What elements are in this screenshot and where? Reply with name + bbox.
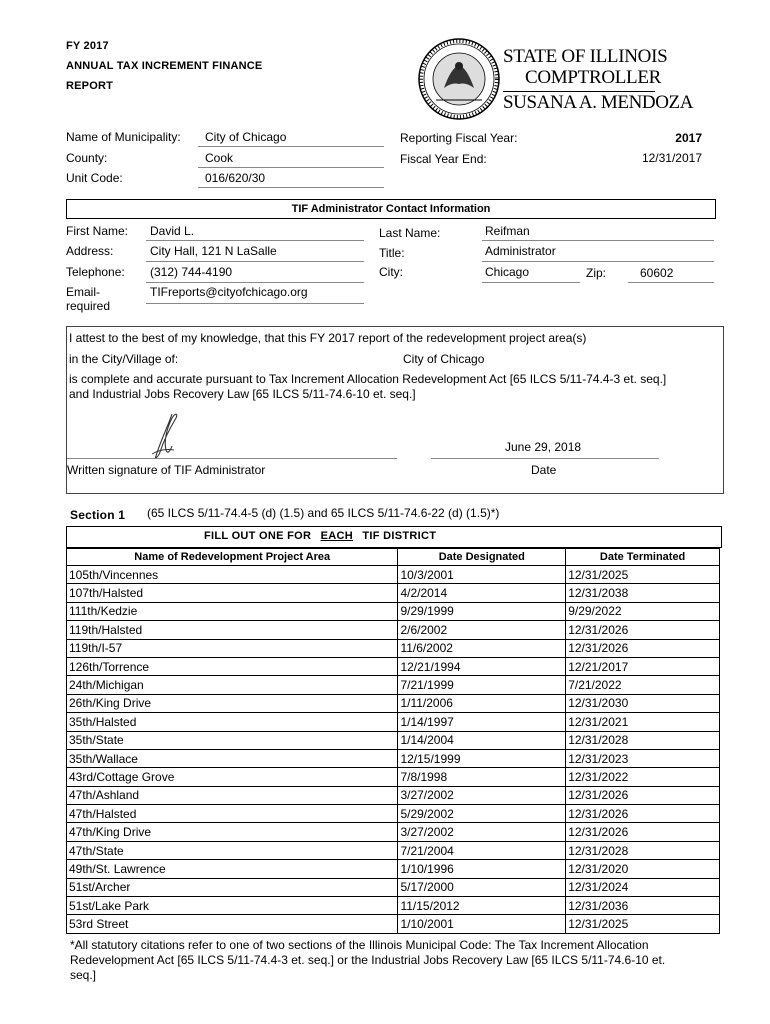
table-header-row: [67, 549, 720, 566]
cell-area-name: 107th/Halsted: [67, 584, 398, 602]
county-value: Cook: [205, 151, 234, 165]
county-label: County:: [66, 151, 108, 165]
table-row: [67, 639, 720, 657]
cell-area-name: 35th/Halsted: [67, 713, 398, 731]
fill-out-text-pre: FILL OUT ONE FOR: [204, 530, 312, 542]
section1-label: Section 1: [70, 508, 126, 522]
table-row: [67, 694, 720, 712]
cell-area-name: 47th/King Drive: [67, 823, 398, 841]
cell-date-designated: 1/10/1996: [398, 860, 566, 878]
cell-date-designated: 3/27/2002: [398, 786, 566, 804]
date-label: Date: [531, 463, 557, 477]
table-row: [67, 805, 720, 823]
cell-area-name: 126th/Torrence: [67, 657, 398, 675]
address-underline: [146, 261, 364, 262]
cell-date-terminated: 7/21/2022: [566, 676, 720, 694]
cell-date-terminated: 12/31/2025: [566, 915, 720, 933]
cell-area-name: 43rd/Cottage Grove: [67, 768, 398, 786]
email-label-line1: Email-: [66, 285, 101, 299]
cell-date-terminated: 12/31/2028: [566, 841, 720, 859]
address-label: Address:: [66, 244, 114, 258]
signature-label: Written signature of TIF Administrator: [67, 463, 266, 477]
fiscal-year-heading: FY 2017: [66, 40, 109, 52]
admin-section-title: TIF Administrator Contact Information: [291, 203, 491, 215]
report-title-line2: REPORT: [66, 80, 114, 92]
city-underline: [482, 282, 580, 283]
cell-date-designated: 2/6/2002: [398, 621, 566, 639]
state-seal-icon: [418, 38, 500, 120]
zip-label: Zip:: [586, 266, 607, 280]
table-row: [67, 841, 720, 859]
cell-area-name: 119th/Halsted: [67, 621, 398, 639]
attest-municipality: City of Chicago: [403, 352, 485, 366]
cell-date-terminated: 12/31/2026: [566, 639, 720, 657]
unit-code-underline: [198, 187, 384, 188]
unit-code-label: Unit Code:: [66, 171, 123, 185]
fill-out-banner: [66, 526, 722, 548]
cell-area-name: 26th/King Drive: [67, 694, 398, 712]
cell-area-name: 49th/St. Lawrence: [67, 860, 398, 878]
table-row: [67, 621, 720, 639]
fiscal-year-end-value: 12/31/2017: [641, 151, 702, 165]
cell-date-terminated: 12/31/2021: [566, 713, 720, 731]
attest-line2-label: in the City/Village of:: [69, 352, 179, 366]
cell-date-terminated: 12/31/2026: [566, 786, 720, 804]
table-row: [67, 823, 720, 841]
cell-date-designated: 7/21/2004: [398, 841, 566, 859]
cell-area-name: 119th/I-57: [67, 639, 398, 657]
cell-date-designated: 12/15/1999: [398, 749, 566, 767]
cell-area-name: 24th/Michigan: [67, 676, 398, 694]
cell-date-designated: 1/11/2006: [398, 694, 566, 712]
table-row: [67, 676, 720, 694]
fill-out-text-each: EACH: [320, 530, 353, 542]
report-title-line1: ANNUAL TAX INCREMENT FINANCE: [66, 60, 263, 72]
zip-value: 60602: [640, 266, 674, 280]
footnote-line2: Redevelopment Act [65 ILCS 5/11-74.4-3 et. seq.] or the Industrial Jobs Recovery Law [65 ILCS 5/11-74.6-10 et.: [70, 953, 666, 967]
cell-date-terminated: 12/31/2026: [566, 805, 720, 823]
handwritten-signature: [150, 412, 192, 460]
signature-line: [67, 458, 397, 459]
cell-date-terminated: 12/31/2026: [566, 823, 720, 841]
cell-date-designated: 3/27/2002: [398, 823, 566, 841]
attest-line1: I attest to the best of my knowledge, that this FY 2017 report of the redevelopment project area(s): [69, 331, 587, 345]
cell-date-designated: 7/8/1998: [398, 768, 566, 786]
cell-area-name: 51st/Archer: [67, 878, 398, 896]
date-line: [431, 458, 659, 459]
reporting-fiscal-year-label: Reporting Fiscal Year:: [400, 131, 518, 145]
table-row: [67, 878, 720, 896]
telephone-value: (312) 744-4190: [150, 265, 233, 279]
first-name-underline: [146, 240, 364, 241]
table-row: [67, 566, 720, 584]
cell-date-terminated: 12/31/2024: [566, 878, 720, 896]
table-row: [67, 786, 720, 804]
cell-date-terminated: 12/31/2023: [566, 749, 720, 767]
admin-section-header: [66, 199, 716, 219]
cell-area-name: 35th/State: [67, 731, 398, 749]
column-header-area-name: Name of Redevelopment Project Area: [67, 549, 398, 566]
cell-date-terminated: 12/31/2036: [566, 897, 720, 915]
telephone-label: Telephone:: [66, 265, 125, 279]
table-row: [67, 584, 720, 602]
footnote-line3: seq.]: [70, 968, 97, 982]
comptroller-name: SUSANA A. MENDOZA: [503, 92, 694, 113]
email-underline: [146, 303, 364, 304]
cell-date-terminated: 12/31/2026: [566, 621, 720, 639]
cell-area-name: 47th/State: [67, 841, 398, 859]
last-name-value: Reifman: [485, 224, 530, 238]
table-row: [67, 657, 720, 675]
fiscal-year-end-label: Fiscal Year End:: [400, 152, 487, 166]
cell-area-name: 47th/Halsted: [67, 805, 398, 823]
attestation-box: [66, 326, 724, 494]
county-underline: [198, 167, 384, 168]
title-label: Title:: [379, 246, 405, 260]
column-header-date-terminated: Date Terminated: [566, 549, 720, 566]
cell-date-terminated: 12/31/2028: [566, 731, 720, 749]
municipality-underline: [198, 146, 384, 147]
footnote-line1: *All statutory citations refer to one of two sections of the Illinois Municipal Code: The Tax Increment Allocation: [70, 938, 649, 952]
city-label: City:: [379, 265, 403, 279]
cell-date-terminated: 12/31/2030: [566, 694, 720, 712]
reporting-fiscal-year-value: 2017: [675, 131, 702, 145]
cell-date-designated: 1/14/1997: [398, 713, 566, 731]
table-row: [67, 749, 720, 767]
tif-district-table: [66, 548, 720, 934]
first-name-value: David L.: [150, 224, 195, 238]
cell-date-designated: 1/10/2001: [398, 915, 566, 933]
cell-date-designated: 12/21/1994: [398, 657, 566, 675]
cell-date-terminated: 12/31/2022: [566, 768, 720, 786]
email-value: TIFreports@cityofchicago.org: [150, 285, 308, 299]
table-row: [67, 860, 720, 878]
municipality-value: City of Chicago: [205, 130, 287, 144]
cell-date-designated: 5/29/2002: [398, 805, 566, 823]
address-value: City Hall, 121 N LaSalle: [150, 244, 277, 258]
cell-date-designated: 7/21/1999: [398, 676, 566, 694]
cell-area-name: 53rd Street: [67, 915, 398, 933]
agency-name-line1: STATE OF ILLINOIS: [503, 46, 668, 67]
cell-date-terminated: 12/21/2017: [566, 657, 720, 675]
cell-area-name: 111th/Kedzie: [67, 602, 398, 620]
cell-date-designated: 11/6/2002: [398, 639, 566, 657]
cell-date-designated: 11/15/2012: [398, 897, 566, 915]
column-header-date-designated: Date Designated: [398, 549, 566, 566]
cell-area-name: 35th/Wallace: [67, 749, 398, 767]
cell-date-designated: 4/2/2014: [398, 584, 566, 602]
city-value: Chicago: [485, 265, 530, 279]
last-name-underline: [482, 240, 714, 241]
cell-date-terminated: 12/31/2038: [566, 584, 720, 602]
section1-citation: (65 ILCS 5/11-74.4-5 (d) (1.5) and 65 ILCS 5/11-74.6-22 (d) (1.5)*): [147, 506, 500, 520]
cell-date-designated: 5/17/2000: [398, 878, 566, 896]
table-row: [67, 731, 720, 749]
cell-area-name: 105th/Vincennes: [67, 566, 398, 584]
attest-line4: and Industrial Jobs Recovery Law [65 ILCS 5/11-74.6-10 et. seq.]: [69, 387, 416, 401]
zip-underline: [628, 282, 714, 283]
title-value: Administrator: [485, 244, 556, 258]
telephone-underline: [146, 282, 364, 283]
cell-date-terminated: 12/31/2025: [566, 566, 720, 584]
cell-date-designated: 9/29/1999: [398, 602, 566, 620]
cell-date-designated: 10/3/2001: [398, 566, 566, 584]
cell-area-name: 51st/Lake Park: [67, 897, 398, 915]
fill-out-text-post: TIF DISTRICT: [362, 530, 437, 542]
agency-name-line2: COMPTROLLER: [525, 67, 662, 88]
attest-date-value: June 29, 2018: [505, 440, 582, 454]
first-name-label: First Name:: [66, 224, 129, 238]
cell-date-terminated: 9/29/2022: [566, 602, 720, 620]
email-label-line2: required: [66, 299, 111, 313]
attest-line3: is complete and accurate pursuant to Tax Increment Allocation Redevelopment Act [65 ILCS 5/11-74.4-3 et. seq.]: [69, 372, 667, 386]
municipality-label: Name of Municipality:: [66, 130, 181, 144]
table-row: [67, 768, 720, 786]
cell-date-terminated: 12/31/2020: [566, 860, 720, 878]
last-name-label: Last Name:: [379, 226, 441, 240]
table-row: [67, 602, 720, 620]
table-row: [67, 897, 720, 915]
cell-area-name: 47th/Ashland: [67, 786, 398, 804]
table-row: [67, 713, 720, 731]
table-row: [67, 915, 720, 933]
cell-date-designated: 1/14/2004: [398, 731, 566, 749]
unit-code-value: 016/620/30: [205, 171, 266, 185]
title-underline: [482, 261, 714, 262]
